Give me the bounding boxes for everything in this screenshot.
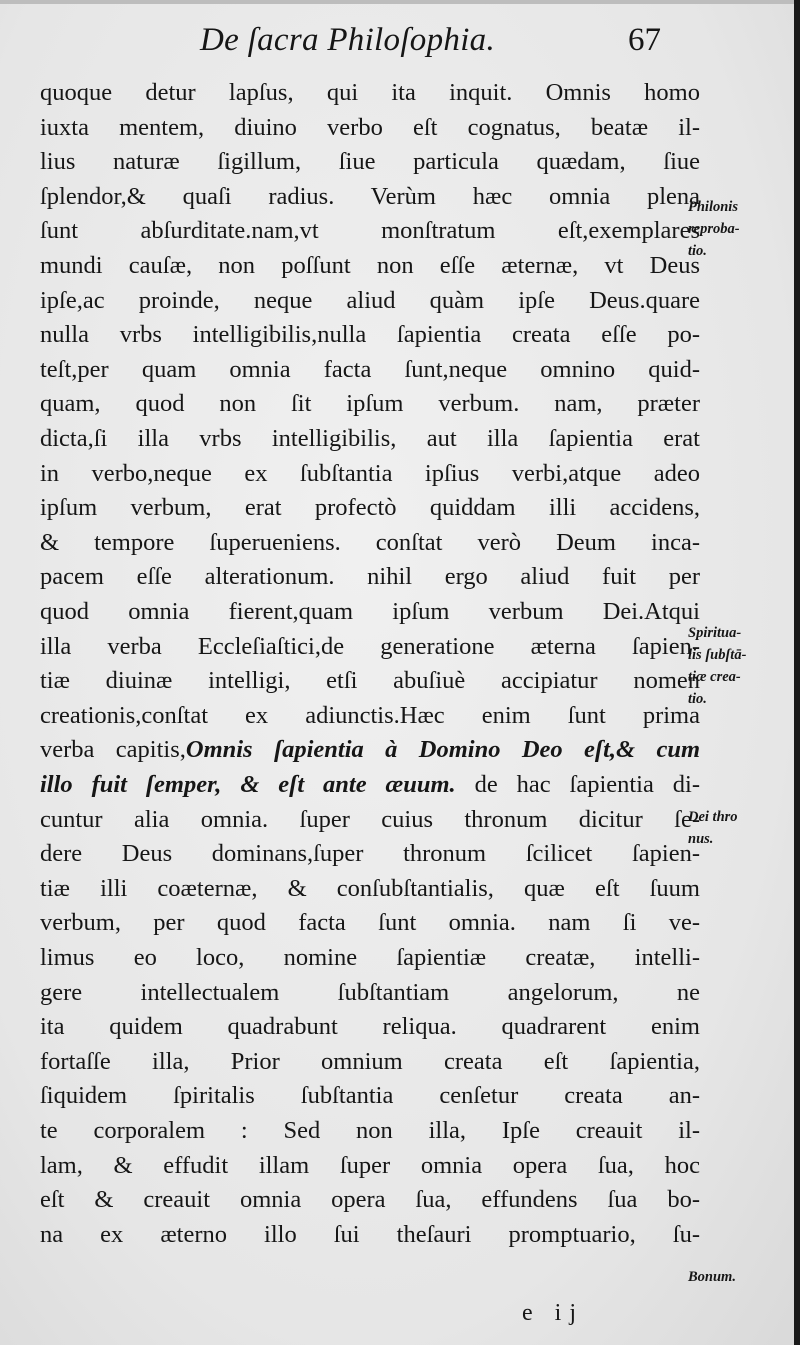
margin-note-bonum: Bonum. xyxy=(688,1269,736,1285)
text-line: limus eo loco, nomine ſapientiæ creatæ, intelli- xyxy=(40,944,700,971)
text-line: creationis,conſtat ex adiunctis.Hæc enim ſunt prima xyxy=(40,701,700,729)
text-line: te corporalem : Sed non illa, Ipſe creauit il- xyxy=(40,1117,700,1144)
text-line: dere Deus dominans,ſuper thronum ſcilicet ſapien- xyxy=(40,840,700,868)
text-line: lam, & effudit illam ſuper omnia opera ſua, hoc xyxy=(40,1151,700,1179)
text-line: illo fuit ſemper, & eſt ante æuum. de hac ſapientia di- xyxy=(40,771,700,798)
page-number: 67 xyxy=(628,22,661,58)
running-head: De ſacra Philoſophia. xyxy=(200,22,496,58)
text-line: quam, quod non ſit ipſum verbum. nam, præter xyxy=(40,390,700,418)
text-line: ſunt abſurditate.nam,vt monſtratum eſt,exemplares xyxy=(40,217,700,245)
margin-note-philonis: Philonis reproba- tio. xyxy=(688,199,740,259)
text-line: ita quidem quadrabunt reliqua. quadrarent enim xyxy=(40,1013,700,1041)
text-line: iuxta mentem, diuino verbo eſt cognatus, beatæ il- xyxy=(40,113,700,141)
text-line: na ex æterno illo ſui theſauri promptuario, ſu- xyxy=(40,1220,700,1248)
text-line: in verbo,neque ex ſubſtantia ipſius verbi,atque adeo xyxy=(40,459,700,487)
margin-note-dei-thronus: Dei thro nus. xyxy=(688,809,738,847)
text-line: verbum, per quod facta ſunt omnia. nam ſi ve- xyxy=(40,909,700,937)
text-line: ipſum verbum, erat profectò quiddam illi accidens, xyxy=(40,494,700,522)
text-line: eſt & creauit omnia opera ſua, effundens ſua bo- xyxy=(40,1186,700,1214)
signature-mark: e ij xyxy=(522,1300,584,1326)
text-line: fortaſſe illa, Prior omnium creata eſt ſapientia, xyxy=(40,1047,700,1075)
text-line: & tempore ſuperueniens. conſtat verò Deum inca- xyxy=(40,528,700,556)
text-line: pacem eſſe alterationum. nihil ergo aliud fuit per xyxy=(40,563,700,591)
text-line: dicta,ſi illa vrbs intelligibilis, aut illa ſapientia erat xyxy=(40,425,700,452)
text-line: gere intellectualem ſubſtantiam angelorum, ne xyxy=(40,978,700,1006)
text-line: cuntur alia omnia. ſuper cuius thronum dicitur ſe- xyxy=(40,805,700,833)
page-top-edge xyxy=(0,0,800,4)
text-line: ipſe,ac proinde, neque aliud quàm ipſe Deus.quare xyxy=(40,286,700,314)
text-line: illa verba Eccleſiaſtici,de generatione æterna ſapien- xyxy=(40,632,700,660)
text-line: ſiquidem ſpiritalis ſubſtantia cenſetur creata an- xyxy=(40,1082,700,1110)
text-line: verba capitis,Omnis ſapientia à Domino Deo eſt,& cum xyxy=(40,736,700,764)
text-line: mundi cauſæ, non poſſunt non eſſe æternæ, vt Deus xyxy=(40,252,700,279)
text-line: teſt,per quam omnia facta ſunt,neque omnino quid- xyxy=(40,355,700,383)
text-line: quod omnia fierent,quam ipſum verbum Dei.Atqui xyxy=(40,598,700,625)
text-line: tiæ illi coæternæ, & conſubſtantialis, quæ eſt ſuum xyxy=(40,874,700,902)
margin-note-spiritualis: Spiritua- lis ſubſtā- tiæ crea- tio. xyxy=(688,625,747,707)
page-right-edge xyxy=(794,0,800,1345)
text-line: nulla vrbs intelligibilis,nulla ſapientia creata eſſe po- xyxy=(40,321,700,349)
text-line: ſplendor,& quaſi radius. Verùm hæc omnia plena xyxy=(40,182,700,210)
text-line: tiæ diuinæ intelligi, etſi abuſiuè accipiatur nomen xyxy=(40,667,700,695)
text-line: quoque detur lapſus, qui ita inquit. Omnis homo xyxy=(40,79,700,106)
text-line: lius naturæ ſigillum, ſiue particula quædam, ſiue xyxy=(40,148,700,176)
